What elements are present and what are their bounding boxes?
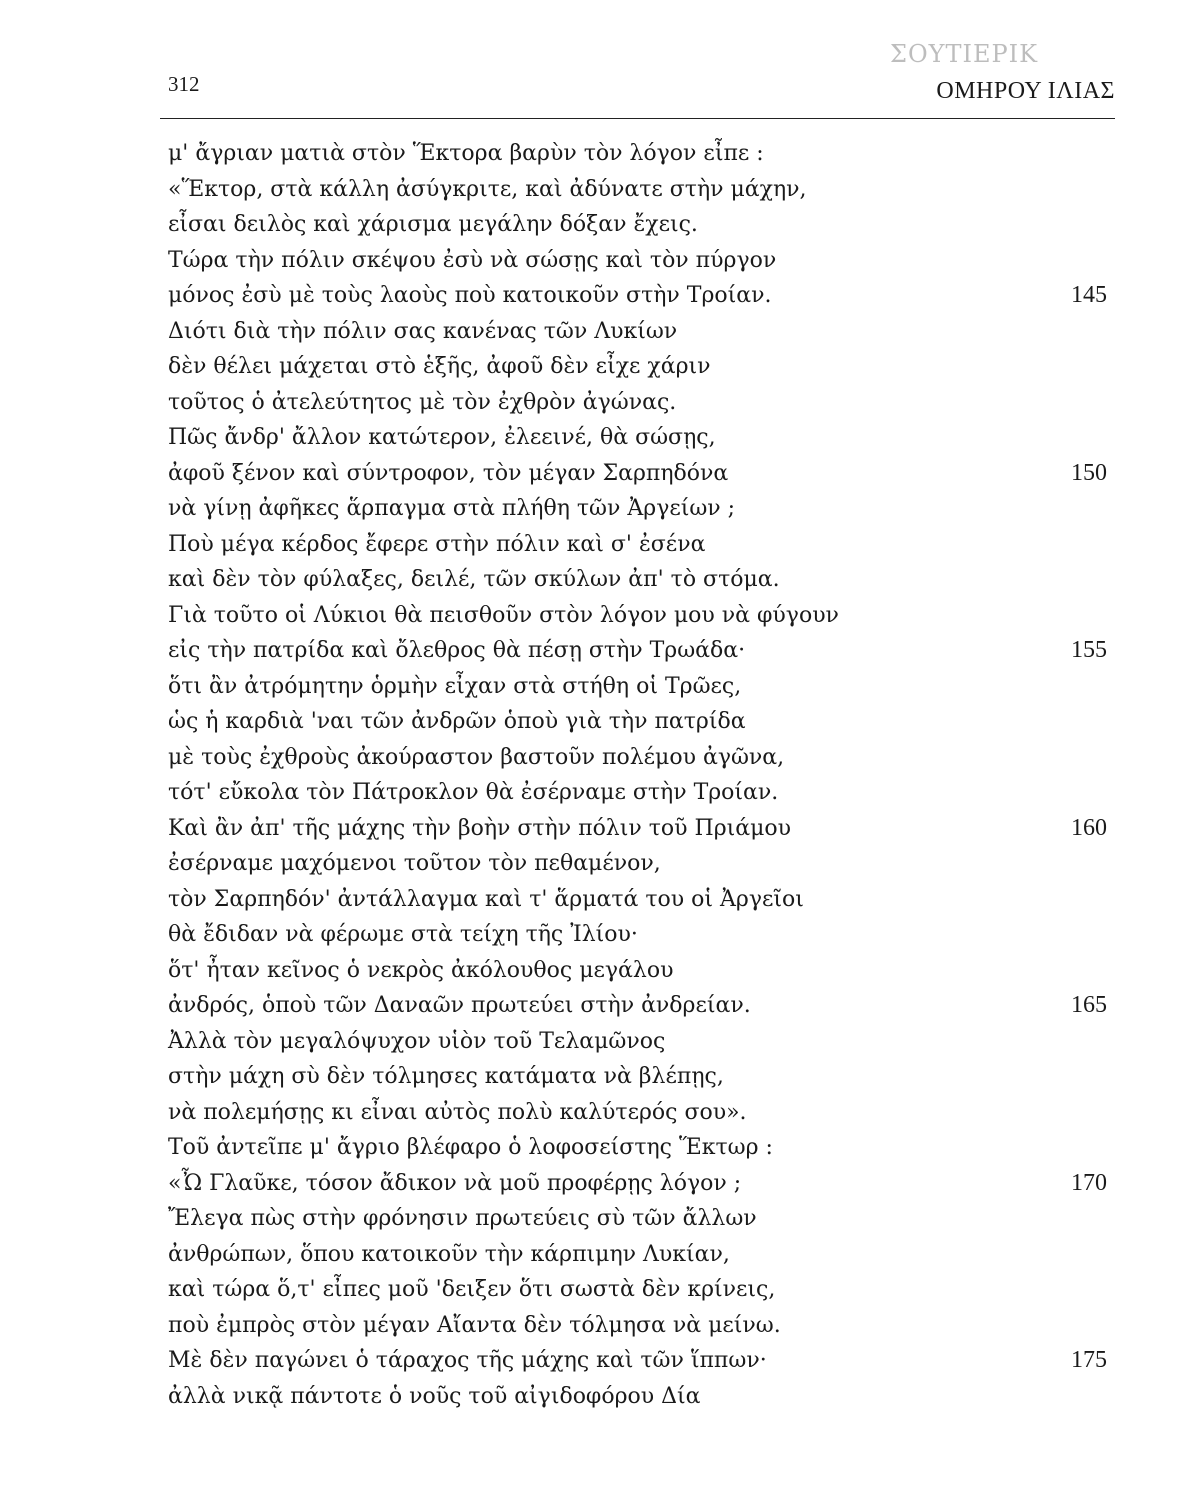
line-number: 170 <box>1071 1169 1107 1196</box>
page-number: 312 <box>168 72 200 96</box>
verse-text: εἶσαι δειλὸς καὶ χάρισμα μεγάλην δόξαν ἔχεις. <box>168 212 698 237</box>
verse-text: ἐσέρναμε μαχόμενοι τοῦτον τὸν πεθαμένον, <box>168 851 661 876</box>
verse-text: τὸν Σαρπηδόν' ἀντάλλαγμα καὶ τ' ἅρματά του οἱ Ἀργεῖοι <box>168 886 804 912</box>
verse-text: μόνος ἐσὺ μὲ τοὺς λαοὺς ποὺ κατοικοῦν στὴν Τροίαν. <box>168 283 772 308</box>
verse-line <box>160 598 1115 634</box>
verse-text: Ἀλλὰ τὸν μεγαλόψυχον υἱὸν τοῦ Τελαμῶνος <box>168 1028 666 1054</box>
verse-line <box>160 1059 1115 1095</box>
verse-line <box>160 882 1115 918</box>
verse-line <box>160 1379 1115 1415</box>
verse-text: Ἔλεγα πὼς στὴν φρόνησιν πρωτεύεις σὺ τῶν ἄλλων <box>168 1206 757 1231</box>
bleed-through-text: ΣΟΥΤΙΕΡΙΚ <box>890 40 1039 68</box>
line-number: 175 <box>1071 1347 1107 1373</box>
verse-text: δὲν θέλει μάχεται στὸ ἑξῆς, ἀφοῦ δὲν εἶχε χάριν <box>168 354 711 379</box>
verse-line <box>160 1095 1115 1131</box>
verse-line <box>160 243 1115 279</box>
verse-text: ἀνδρός, ὁποὺ τῶν Δαναῶν πρωτεύει στὴν ἀνδρείαν. <box>168 993 751 1018</box>
verse-line <box>160 456 1115 492</box>
verse-line <box>160 562 1115 598</box>
verse-text: Καὶ ἂν ἀπ' τῆς μάχης τὴν βοὴν στὴν πόλιν τοῦ Πριάμου <box>168 815 792 841</box>
verse-text: ἀνθρώπων, ὅπου κατοικοῦν τὴν κάρπιμην Λυκίαν, <box>168 1241 730 1267</box>
verse-line <box>160 172 1115 208</box>
verse-line <box>160 740 1115 776</box>
verse-line <box>160 775 1115 811</box>
verse-text: Διότι διὰ τὴν πόλιν σας κανένας τῶν Λυκίων <box>168 318 678 344</box>
verse-line <box>160 1130 1115 1166</box>
verse-line <box>160 988 1115 1024</box>
verse-text: ὅτ' ἦταν κεῖνος ὁ νεκρὸς ἀκόλουθος μεγάλου <box>168 957 674 983</box>
verse-text: Τοῦ ἀντεῖπε μ' ἄγριο βλέφαρο ὁ λοφοσείστης Ἕκτωρ : <box>168 1135 773 1160</box>
verse-text: ἀφοῦ ξένον καὶ σύντροφον, τὸν μέγαν Σαρπηδόνα <box>168 460 729 486</box>
verse-line <box>160 491 1115 527</box>
poem-text <box>160 136 1115 1414</box>
verse-text: καὶ τώρα ὅ,τ' εἶπες μοῦ 'δειξεν ὅτι σωστὰ δὲν κρίνεις, <box>168 1277 776 1302</box>
verse-line <box>160 811 1115 847</box>
verse-line <box>160 1308 1115 1344</box>
running-title: ΟΜΗΡΟΥ ΙΛΙΑΣ <box>936 78 1115 104</box>
verse-line <box>160 385 1115 421</box>
line-number: 155 <box>1071 637 1107 663</box>
line-number: 150 <box>1071 459 1107 486</box>
verse-line <box>160 1343 1115 1379</box>
verse-line <box>160 207 1115 243</box>
verse-line <box>160 420 1115 456</box>
verse-line <box>160 136 1115 172</box>
line-number: 165 <box>1071 992 1107 1018</box>
verse-text: ὡς ἡ καρδιὰ 'ναι τῶν ἀνδρῶν ὁποὺ γιὰ τὴν πατρίδα <box>168 709 746 734</box>
verse-line <box>160 846 1115 882</box>
verse-text: νὰ γίνῃ ἀφῆκες ἅρπαγμα στὰ πλήθη τῶν Ἀργείων ; <box>168 496 736 521</box>
verse-text: ποὺ ἐμπρὸς στὸν μέγαν Αἴαντα δὲν τόλμησα νὰ μείνω. <box>168 1312 781 1338</box>
verse-line <box>160 278 1115 314</box>
verse-text: «Ὦ Γλαῦκε, τόσον ἄδικον νὰ μοῦ προφέρῃς λόγον ; <box>168 1170 742 1196</box>
verse-line <box>160 527 1115 563</box>
verse-text: νὰ πολεμήσῃς κι εἶναι αὐτὸς πολὺ καλύτερός σου». <box>168 1099 747 1125</box>
verse-text: τότ' εὔκολα τὸν Πάτροκλον θὰ ἐσέρναμε στὴν Τροίαν. <box>168 780 779 805</box>
line-number: 145 <box>1071 282 1107 308</box>
verse-line <box>160 1201 1115 1237</box>
verse-text: Γιὰ τοῦτο οἱ Λύκιοι θὰ πεισθοῦν στὸν λόγον μου νὰ φύγουν <box>168 602 839 628</box>
page-header <box>160 64 1115 120</box>
verse-line <box>160 1237 1115 1273</box>
verse-line <box>160 917 1115 953</box>
verse-text: Πῶς ἄνδρ' ἄλλον κατώτερον, ἐλεεινέ, θὰ σώσῃς, <box>168 425 716 450</box>
verse-line <box>160 1024 1115 1060</box>
verse-text: Μὲ δὲν παγώνει ὁ τάραχος τῆς μάχης καὶ τῶν ἵππων· <box>168 1348 767 1373</box>
verse-line <box>160 349 1115 385</box>
verse-text: μ' ἄγριαν ματιὰ στὸν Ἕκτορα βαρὺν τὸν λόγον εἶπε : <box>168 141 764 166</box>
line-number: 160 <box>1071 814 1107 841</box>
verse-line <box>160 633 1115 669</box>
verse-line <box>160 953 1115 989</box>
verse-text: Τώρα τὴν πόλιν σκέψου ἐσὺ νὰ σώσῃς καὶ τὸν πύργον <box>168 247 777 273</box>
header-rule <box>160 118 1115 119</box>
verse-text: θὰ ἔδιδαν νὰ φέρωμε στὰ τείχη τῆς Ἰλίου· <box>168 922 638 947</box>
verse-text: ὅτι ἂν ἀτρόμητην ὁρμὴν εἶχαν στὰ στήθη οἱ Τρῶες, <box>168 673 742 699</box>
verse-text: Ποὺ μέγα κέρδος ἔφερε στὴν πόλιν καὶ σ' ἐσένα <box>168 531 706 557</box>
verse-text: τοῦτος ὁ ἀτελεύτητος μὲ τὸν ἐχθρὸν ἀγώνας. <box>168 389 677 415</box>
verse-text: εἰς τὴν πατρίδα καὶ ὄλεθρος θὰ πέσῃ στὴν Τρωάδα· <box>168 638 746 663</box>
verse-text: μὲ τοὺς ἐχθροὺς ἀκούραστον βαστοῦν πολέμου ἀγῶνα, <box>168 744 785 770</box>
verse-text: στὴν μάχη σὺ δὲν τόλμησες κατάματα νὰ βλέπῃς, <box>168 1064 724 1089</box>
verse-line <box>160 314 1115 350</box>
verse-text: ἀλλὰ νικᾷ πάντοτε ὁ νοῦς τοῦ αἰγιδοφόρου Δία <box>168 1383 701 1409</box>
verse-line <box>160 1272 1115 1308</box>
verse-line <box>160 1166 1115 1202</box>
verse-text: καὶ δὲν τὸν φύλαξες, δειλέ, τῶν σκύλων ἀπ' τὸ στόμα. <box>168 567 780 592</box>
verse-line <box>160 669 1115 705</box>
verse-line <box>160 704 1115 740</box>
verse-text: «Ἕκτορ, στὰ κάλλη ἀσύγκριτε, καὶ ἀδύνατε στὴν μάχην, <box>168 176 807 202</box>
